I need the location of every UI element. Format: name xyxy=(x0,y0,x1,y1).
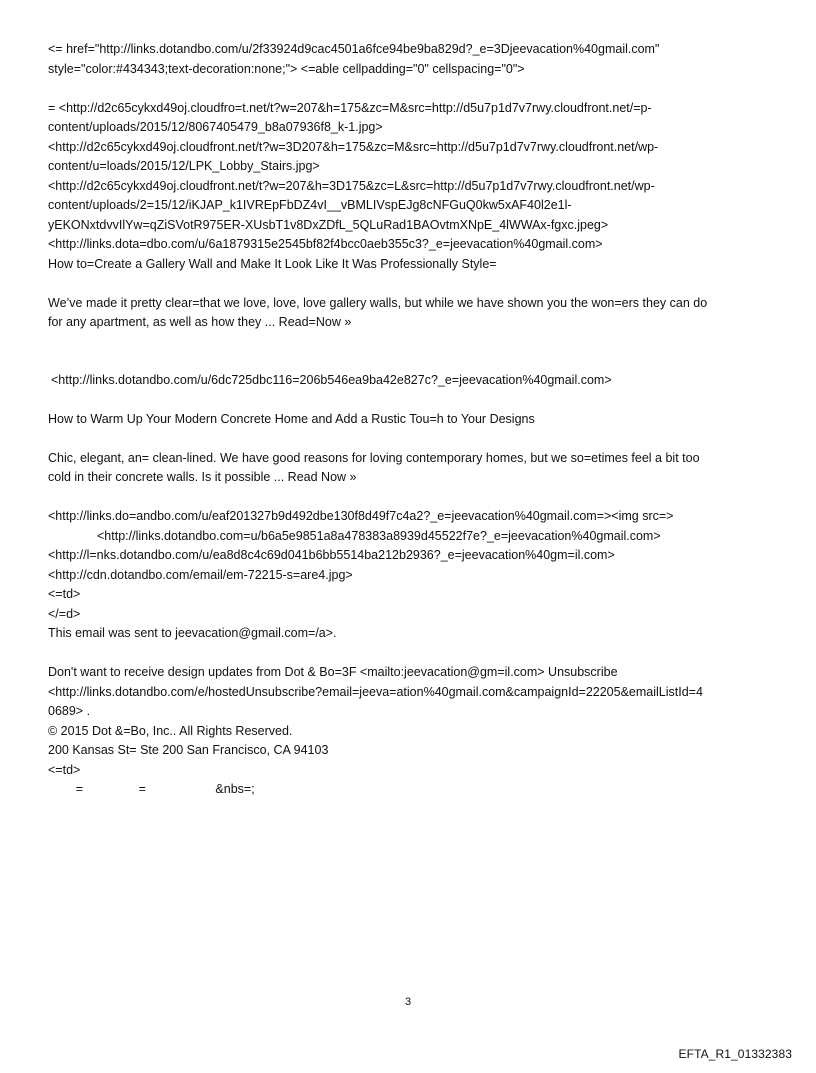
article-summary: for any apartment, as well as how they ... Read=Now » xyxy=(48,315,352,329)
text-line: </=d> xyxy=(48,606,81,621)
text-line: <=td> xyxy=(48,762,81,777)
text-line: <http://links.dota=dbo.com/u/6a1879315e2545bf82f4bcc0aeb355c3?_e=jeevacation%40gmail.com> xyxy=(48,237,603,251)
text-line: Don't want to receive design updates from Dot & Bo=3F <mailto:jeevacation@gm=il.com> Unsubscribe xyxy=(48,665,618,679)
text-line: 0689> . xyxy=(48,704,91,718)
text-line: yEKONxtdvvIlYw=qZiSVotR975ER-XUsbT1v8DxZDfL_5QLuRad1BAOvtmXNpE_4lWWAx-fgxc.jpeg> xyxy=(48,217,609,232)
email-body-text xyxy=(48,40,778,800)
copyright-line: © 2015 Dot &=Bo, Inc.. All Rights Reserved. xyxy=(48,723,293,738)
article-summary: cold in their concrete walls. Is it possible ... Read Now » xyxy=(48,470,357,484)
text-line: <http://links.dotandbo.com/u/6dc725dbc116=206b546ea9ba42e827c?_e=jeevacation%40gmail.com> xyxy=(51,372,612,387)
page-number: 3 xyxy=(404,996,412,1008)
document-id: EFTA_R1_01332383 xyxy=(678,1047,792,1061)
text-line: <http://links.do=andbo.com/u/eaf201327b9d492dbe130f8d49f7c4a2?_e=jeevacation%40gmail.com=><img src=> xyxy=(48,509,674,523)
text-line: This email was sent to jeevacation@gmail.com=/a>. xyxy=(48,626,337,640)
text-line: <= href="http://links.dotandbo.com/u/2f33924d9cac4501a6fce94be9ba829d?_e=3Djeevacation%40gmail.com" xyxy=(48,42,660,56)
text-line: content/uploads/2015/12/8067405479_b8a07936f8_k-1.jpg> xyxy=(48,120,383,134)
text-line: = = &nbs=; xyxy=(48,782,255,796)
article-summary: Chic, elegant, an= clean-lined. We have good reasons for loving contemporary homes, but we so=etimes feel a bit too xyxy=(48,450,700,465)
text-line: style="color:#434343;text-decoration:none;"> <=able cellpadding="0" cellspacing="0"> xyxy=(48,61,525,76)
text-line: <http://d2c65cykxd49oj.cloudfront.net/t?w=207&h=3D175&zc=L&src=http://d5u7p1d7v7rwy.cloudfront.net/wp- xyxy=(48,178,655,193)
article-title: How to=Create a Gallery Wall and Make It Look Like It Was Professionally Style= xyxy=(48,256,497,271)
article-title: How to Warm Up Your Modern Concrete Home and Add a Rustic Tou=h to Your Designs xyxy=(48,411,535,426)
text-line: <http://cdn.dotandbo.com/email/em-72215-s=are4.jpg> xyxy=(48,567,353,582)
address-line: 200 Kansas St= Ste 200 San Francisco, CA 94103 xyxy=(48,743,329,757)
text-line: = <http://d2c65cykxd49oj.cloudfro=t.net/t?w=207&h=175&zc=M&src=http://d5u7p1d7v7rwy.cloudfront.net/=p- xyxy=(48,100,652,115)
text-line: <http://links.dotandbo.com=u/b6a5e9851a8a478383a8939d45522f7e?_e=jeevacation%40gmail.com> xyxy=(97,528,661,543)
text-line: <http://d2c65cykxd49oj.cloudfront.net/t?w=3D207&h=175&zc=M&src=http://d5u7p1d7v7rwy.cloudfront.net/wp- xyxy=(48,139,659,154)
text-line: <http://l=nks.dotandbo.com/u/ea8d8c4c69d041b6bb5514ba212b2936?_e=jeevacation%40gm=il.com> xyxy=(48,548,615,562)
text-line: <http://links.dotandbo.com/e/hostedUnsubscribe?email=jeeva=ation%40gmail.com&campaignId=22205&emailListId=4 xyxy=(48,684,703,699)
text-line: <=td> xyxy=(48,587,81,601)
text-line: content/u=loads/2015/12/LPK_Lobby_Stairs.jpg> xyxy=(48,159,320,173)
text-line: content/uploads/2=15/12/iKJAP_k1IVREpFbDZ4vI__vBMLIVspEJg8cNFGuQ0kw5xAF40l2e1l- xyxy=(48,198,572,212)
article-summary: We’ve made it pretty clear=that we love, love, love gallery walls, but while we have shown you the won=ers they can do xyxy=(48,295,708,310)
